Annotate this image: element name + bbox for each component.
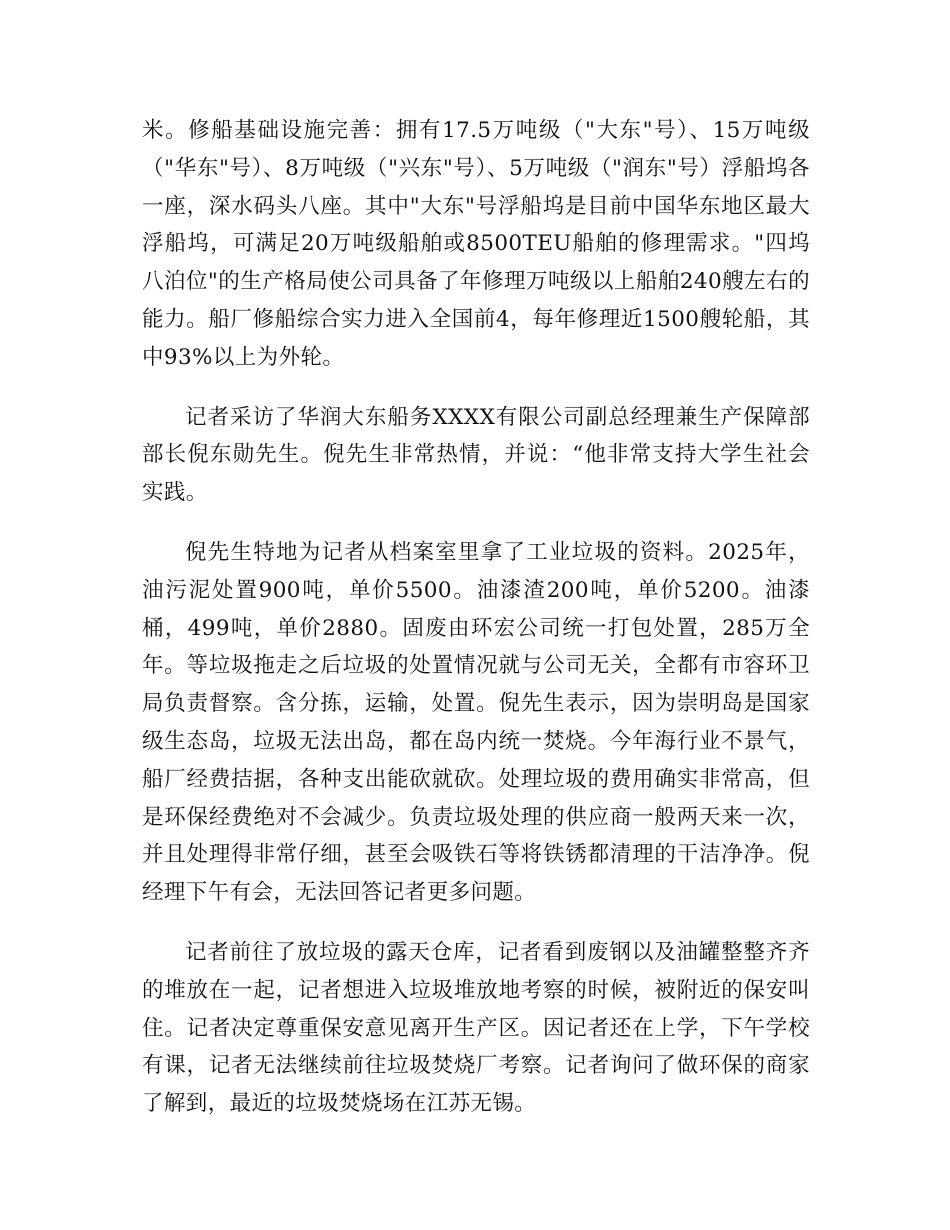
paragraph-site-visit: 记者前往了放垃圾的露天仓库，记者看到废钢以及油罐整整齐齐的堆放在一起，记者想进入垃圾堆放地考察的时候，被附近的保安叫住。记者决定尊重保安意见离开生产区。因记者还在上学，下午学校有课，记者无法继续前往垃圾焚烧厂考察。记者询问了做环保的商家了解到，最近的垃圾焚烧场在江苏无锡。 (142, 939, 810, 1117)
document-body (142, 112, 810, 1145)
paragraph-shipyard-facilities: 米。修船基础设施完善：拥有17.5万吨级（"大东"号）、15万吨级（"华东"号）、8万吨级（"兴东"号）、5万吨级（"润东"号）浮船坞各一座，深水码头八座。其中"大东"号浮船坞是目前中国华东地区最大浮船坞，可满足20万吨级船舶或8500TEU船舶的修理需求。"四坞八泊位"的生产格局使公司具备了年修理万吨级以上船舶240艘左右的能力。船厂修船综合实力进入全国前4，每年修理近1500艘轮船，其中93%以上为外轮。 (142, 118, 810, 370)
paragraph-interview-intro: 记者采访了华润大东船务XXXX有限公司副总经理兼生产保障部部长倪东勋先生。倪先生非常热情，并说：“他非常支持大学生社会实践。 (142, 404, 810, 506)
paragraph-waste-data: 倪先生特地为记者从档案室里拿了工业垃圾的资料。2025年，油污泥处置900吨，单价5500。油漆渣200吨，单价5200。油漆桶，499吨，单价2880。固废由环宏公司统一打包处置，285万全年。等垃圾拖走之后垃圾的处置情况就与公司无关，全都有市容环卫局负责督察。含分拣，运输，处置。倪先生表示，因为崇明岛是国家级生态岛，垃圾无法出岛，都在岛内统一焚烧。今年海行业不景气，船厂经费拮据，各种支出能砍就砍。处理垃圾的费用确实非常高，但是环保经费绝对不会减少。负责垃圾处理的供应商一般两天来一次，并且处理得非常仔细，甚至会吸铁石等将铁锈都清理的干洁净净。倪经理下午有会，无法回答记者更多问题。 (142, 539, 810, 906)
